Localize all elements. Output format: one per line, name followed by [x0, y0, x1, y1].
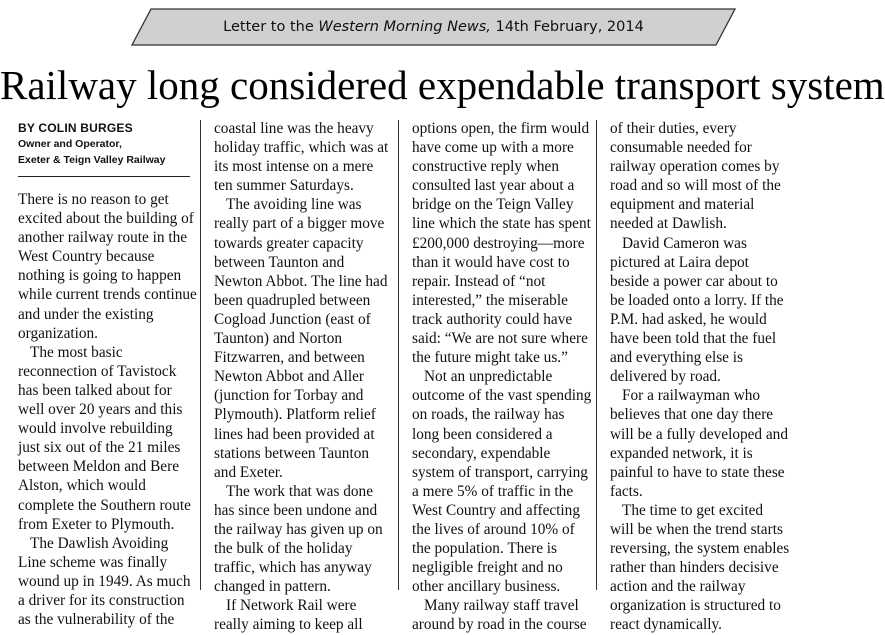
text-line: be loaded onto a lorry. If the — [610, 291, 784, 309]
text-line: changed in pattern. — [214, 578, 331, 596]
banner-prefix: Letter to the — [223, 19, 314, 35]
text-line: There is no reason to get — [18, 191, 169, 208]
source-banner — [131, 8, 736, 46]
text-line: Newton Abbot and Aller — [214, 368, 364, 386]
text-line: well over 20 years and this — [18, 401, 183, 419]
text-line: said: “We are not sure where — [412, 330, 588, 348]
banner-publication: Western Morning News, — [318, 19, 491, 35]
text-line: Fitzwarren, and between — [214, 349, 365, 367]
text-line: have been told that the fuel — [610, 330, 777, 348]
text-line: complete the Southern route — [18, 496, 191, 514]
text-line: reconnection of Tavistock — [18, 362, 177, 380]
text-line: track authority could have — [412, 310, 573, 328]
text-line: road and so will most of the — [610, 177, 781, 195]
text-line: the future might take us.” — [412, 349, 568, 367]
text-line: the population. There is — [412, 540, 558, 558]
text-line: traffic, which has anyway — [214, 559, 372, 577]
column-separator-2 — [398, 120, 399, 590]
text-line: For a railwayman who — [622, 387, 761, 405]
column-separator-1 — [200, 120, 201, 590]
text-line: organization is structured to — [610, 597, 781, 615]
text-line: been quadrupled between — [214, 291, 371, 309]
text-line: The time to get excited — [622, 501, 764, 519]
text-line: between Meldon and Bere — [18, 458, 179, 476]
text-line: delivered by road. — [610, 368, 721, 386]
byline-divider — [18, 176, 190, 177]
text-line: Taunton) and Norton — [214, 330, 343, 348]
column-separator-3 — [596, 120, 597, 590]
article-column-1 — [18, 190, 197, 629]
text-line: and everything else is — [610, 349, 743, 367]
text-line: nothing is going to happen — [18, 267, 182, 285]
text-line: painful to have to state these — [610, 463, 785, 481]
text-line: reversing, the system enables — [610, 540, 790, 558]
text-line: secondary, expendable — [412, 444, 551, 462]
text-line: towards greater capacity — [214, 234, 364, 252]
text-line: If Network Rail were — [226, 597, 357, 615]
text-line: bridge on the Teign Valley — [412, 196, 574, 214]
text-line: The avoiding line was — [226, 196, 362, 214]
byline-role-line1: Owner and Operator, — [18, 138, 122, 150]
text-line: Many railway staff travel — [424, 597, 579, 615]
text-line: the lives of around 10% of — [412, 520, 575, 538]
text-line: Alston, which would — [18, 477, 146, 495]
text-line: its most intense on a mere — [214, 158, 374, 176]
text-line: organization. — [18, 324, 99, 342]
text-line: (junction for Torbay and — [214, 387, 364, 405]
text-line: David Cameron was — [622, 234, 747, 252]
text-line: while current trends continue — [18, 286, 197, 304]
text-line: Line scheme was finally — [18, 553, 168, 571]
text-line: ten summer Saturdays. — [214, 177, 354, 195]
text-line: West Country and affecting — [412, 501, 580, 519]
text-line: really aiming to keep all — [214, 616, 363, 634]
text-line: react dynamically. — [610, 616, 722, 634]
text-line: repair. Instead of “not — [412, 272, 546, 290]
text-line: facts. — [610, 482, 643, 500]
text-line: have come up with a more — [412, 139, 574, 157]
text-line: a mere 5% of traffic in the — [412, 482, 574, 500]
text-line: wound up in 1949. As much — [18, 572, 191, 590]
text-line: needed at Dawlish. — [610, 215, 727, 233]
text-line: as the vulnerability of the — [18, 611, 175, 629]
text-line: the bulk of the holiday — [214, 540, 353, 558]
text-line: just six out of the 21 miles — [18, 439, 181, 457]
text-line: action and the railway — [610, 578, 746, 596]
text-line: and under the existing — [18, 305, 154, 323]
text-line: long been considered a — [412, 425, 553, 443]
text-line: system of transport, carrying — [412, 463, 588, 481]
text-line: rather than hinders decisive — [610, 559, 779, 577]
text-line: lines had been provided at — [214, 425, 375, 443]
text-line: interested,” the miserable — [412, 291, 568, 309]
article-column-2 — [214, 119, 388, 635]
text-line: between Taunton and — [214, 253, 345, 271]
text-line: another railway route in the — [18, 229, 188, 247]
text-line: beside a power car about to — [610, 272, 778, 290]
text-line: pictured at Laira depot — [610, 253, 749, 271]
text-line: P.M. had asked, he would — [610, 310, 767, 328]
text-line: coastal line was the heavy — [214, 120, 374, 137]
text-line: expanded network, it is — [610, 444, 753, 462]
text-line: holiday traffic, which was at — [214, 139, 389, 157]
byline-author: BY COLIN BURGES — [18, 121, 133, 135]
text-line: West Country because — [18, 248, 155, 266]
text-line: Newton Abbot. The line had — [214, 272, 388, 290]
text-line: will be a fully developed and — [610, 425, 788, 443]
text-line: excited about the building of — [18, 210, 194, 228]
text-line: The Dawlish Avoiding — [30, 534, 169, 552]
text-line: a driver for its construction — [18, 591, 185, 609]
text-line: and Exeter. — [214, 463, 283, 481]
text-line: around by road in the course — [412, 616, 587, 634]
text-line: Not an unpredictable — [424, 368, 553, 386]
text-line: consumable needed for — [610, 139, 752, 157]
text-line: would involve rebuilding — [18, 420, 173, 438]
text-line: options open, the firm would — [412, 120, 590, 137]
text-line: Plymouth). Platform relief — [214, 406, 376, 424]
text-line: other ancillary business. — [412, 578, 561, 596]
text-line: railway operation comes by — [610, 158, 780, 176]
byline-role-line2: Exeter & Teign Valley Railway — [18, 154, 166, 166]
text-line: stations between Taunton — [214, 444, 369, 462]
text-line: The work that was done — [226, 482, 373, 500]
text-line: will be when the trend starts — [610, 520, 783, 538]
article-column-4 — [610, 119, 789, 635]
text-line: Cogload Junction (east of — [214, 310, 371, 328]
text-line: The most basic — [30, 343, 123, 361]
text-line: than it would have cost to — [412, 253, 570, 271]
text-line: has since been undone and — [214, 501, 378, 519]
text-line: £200,000 destroying—more — [412, 234, 585, 252]
text-line: really part of a bigger move — [214, 215, 385, 233]
text-line: on roads, the railway has — [412, 406, 565, 424]
text-line: believes that one day there — [610, 406, 774, 424]
byline — [18, 120, 193, 168]
banner-text — [131, 8, 736, 46]
text-line: consulted last year about a — [412, 177, 575, 195]
text-line: negligible freight and no — [412, 559, 563, 577]
text-line: equipment and material — [610, 196, 755, 214]
text-line: line which the state has spent — [412, 215, 591, 233]
text-line: has been talked about for — [18, 381, 172, 399]
text-line: from Exeter to Plymouth. — [18, 515, 175, 533]
text-line: outcome of the vast spending — [412, 387, 592, 405]
text-line: the railway has given up on — [214, 520, 383, 538]
article-column-3 — [412, 119, 591, 635]
text-line: constructive reply when — [412, 158, 559, 176]
banner-date: 14th February, 2014 — [495, 19, 644, 35]
text-line: of their duties, every — [610, 120, 737, 137]
headline: Railway long considered expendable transport system — [0, 62, 885, 108]
